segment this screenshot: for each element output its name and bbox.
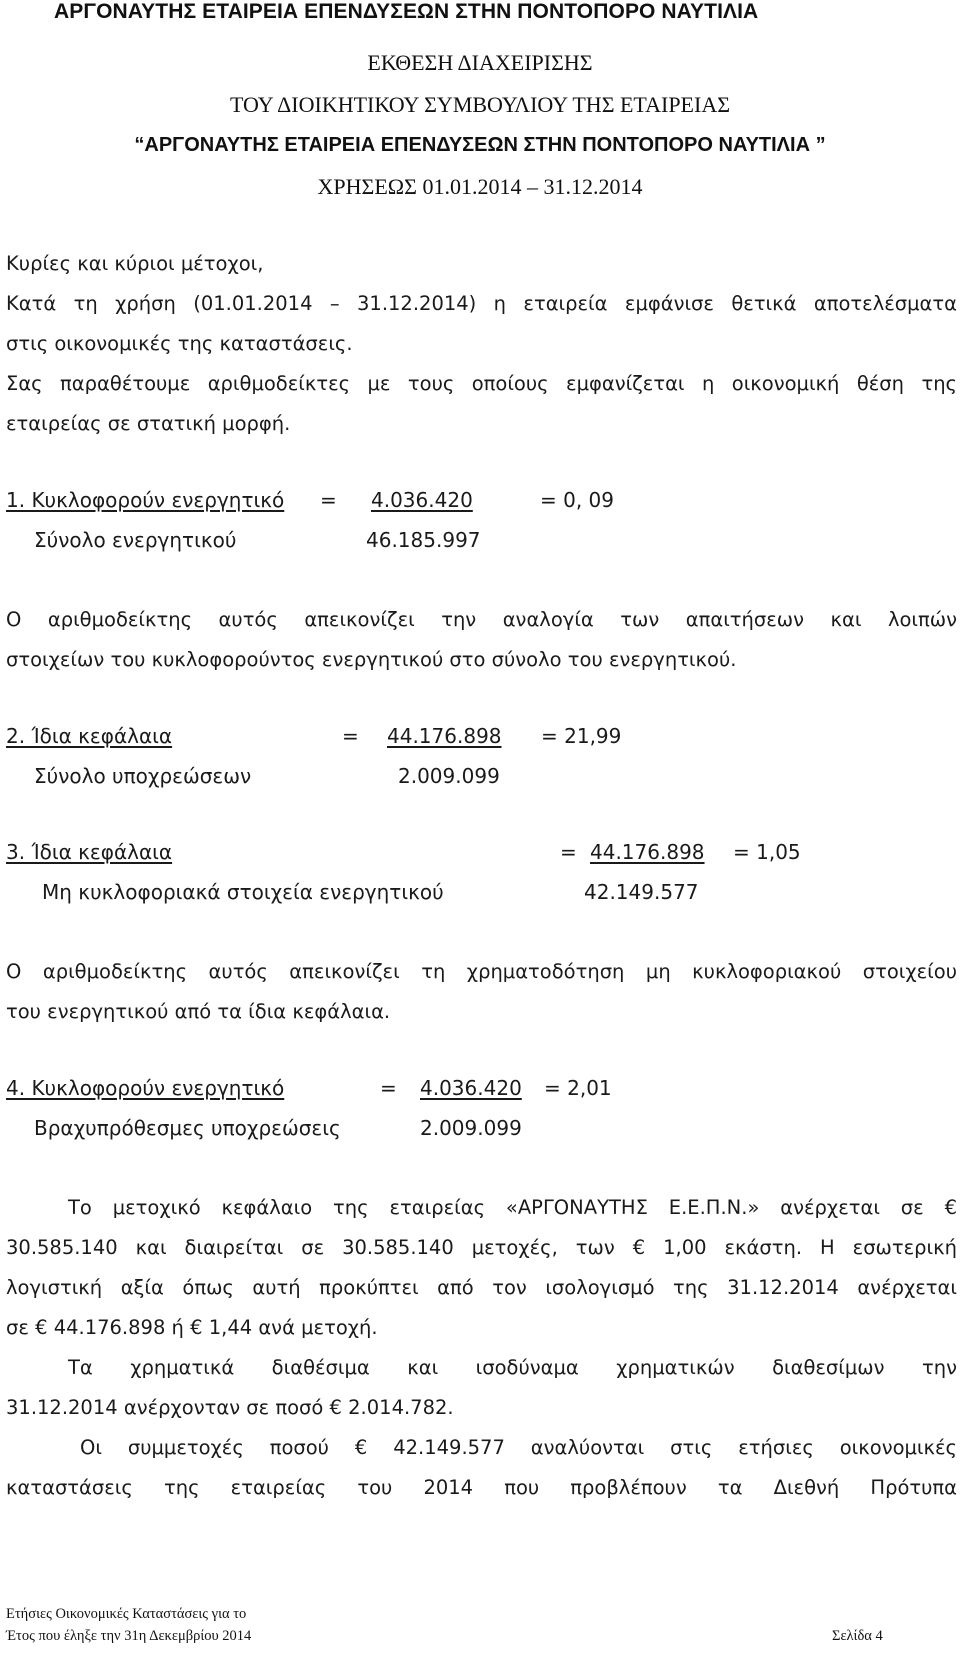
footer-line-1: Ετήσιες Οικονομικές Καταστάσεις για το	[6, 1606, 247, 1622]
ratio-2-denominator-value: 2.009.099	[398, 764, 500, 788]
ratio-2-denominator-label: Σύνολο υποχρεώσεων	[34, 764, 252, 788]
ratio-3-numerator-value: 44.176.898	[590, 840, 705, 864]
capital-p1-line-1: Το μετοχικό κεφάλαιο της εταιρείας «ΑΡΓΟΝΑΥΤΗΣ Ε.Ε.Π.Ν.» ανέρχεται σε €	[68, 1196, 957, 1219]
intro-line-3: Σας παραθέτουμε αριθμοδείκτες με τους οποίους εμφανίζεται η οικονομική θέση της	[6, 372, 957, 395]
capital-p1-line-3: λογιστική αξία όπως αυτή προκύπτει από τον ισολογισμό της 31.12.2014 ανέρχεται	[6, 1276, 957, 1299]
capital-p1-line-2: 30.585.140 και διαιρείται σε 30.585.140 μετοχές, των € 1,00 εκάστη. Η εσωτερική	[6, 1236, 957, 1259]
ratio-2-numerator-value: 44.176.898	[387, 724, 502, 748]
ratio-1-denominator-value: 46.185.997	[366, 528, 481, 552]
ratio-2-numerator-label: 2. Ίδια κεφάλαια	[6, 724, 173, 748]
ratio-3-denominator-value: 42.149.577	[584, 880, 699, 904]
page-number: Σελίδα 4	[832, 1628, 883, 1644]
ratio-1-result: = 0, 09	[540, 488, 615, 512]
participations-p3-line-2: καταστάσεις της εταιρείας του 2014 που προβλέπουν τα Διεθνή Πρότυπα	[6, 1476, 957, 1499]
ratio-3-numerator-label: 3. Ίδια κεφάλαια	[6, 840, 173, 864]
footer-line-2: Έτος που έληξε την 31η Δεκεμβρίου 2014	[6, 1628, 252, 1644]
ratio-1-numerator-label: 1. Κυκλοφορούν ενεργητικό	[6, 488, 285, 512]
company-title: ΑΡΓΟΝΑΥΤΗΣ ΕΤΑΙΡΕΙΑ ΕΠΕΝΔΥΣΕΩΝ ΣΤΗΝ ΠΟΝΤΟΠΟΡΟ ΝΑΥΤΙΛΙΑ	[54, 0, 759, 23]
ratio-4-numerator-value: 4.036.420	[420, 1076, 522, 1100]
intro-line-4: εταιρείας σε στατική μορφή.	[6, 412, 291, 435]
ratio-1-explanation-line-1: Ο αριθμοδείκτης αυτός απεικονίζει την αναλογία των απαιτήσεων και λοιπών	[6, 608, 957, 631]
ratio-4-denominator-label: Βραχυπρόθεσμες υποχρεώσεις	[34, 1116, 341, 1140]
ratio-1-equals: =	[320, 488, 337, 512]
cash-p2-line-1: Τα χρηματικά διαθέσιμα και ισοδύναμα χρηματικών διαθεσίμων την	[68, 1356, 957, 1379]
ratio-1-denominator-label: Σύνολο ενεργητικού	[34, 528, 237, 552]
report-title-line3: “ΑΡΓΟΝΑΥΤΗΣ ΕΤΑΙΡΕΙΑ ΕΠΕΝΔΥΣΕΩΝ ΣΤΗΝ ΠΟΝΤΟΠΟΡΟ ΝΑΥΤΙΛΙΑ ”	[134, 134, 826, 156]
ratio-3-explanation-line-2: του ενεργητικού από τα ίδια κεφάλαια.	[6, 1000, 391, 1023]
report-period: ΧΡΗΣΕΩΣ 01.01.2014 – 31.12.2014	[317, 174, 643, 199]
ratio-4-denominator-value: 2.009.099	[420, 1116, 522, 1140]
ratio-3-explanation-line-1: Ο αριθμοδείκτης αυτός απεικονίζει τη χρηματοδότηση μη κυκλοφοριακού στοιχείου	[6, 960, 957, 983]
capital-p1-line-4: σε € 44.176.898 ή € 1,44 ανά μετοχή.	[6, 1316, 378, 1339]
ratio-2-equals: =	[342, 724, 359, 748]
intro-line-1: Κατά τη χρήση (01.01.2014 – 31.12.2014) η εταιρεία εμφάνισε θετικά αποτελέσματα	[6, 292, 957, 315]
ratio-3-equals: =	[560, 840, 577, 864]
ratio-4-result: = 2,01	[544, 1076, 612, 1100]
intro-line-2: στις οικονομικές της καταστάσεις.	[6, 332, 353, 355]
report-title-line1: ΕΚΘΕΣΗ ΔΙΑΧΕΙΡΙΣΗΣ	[367, 50, 593, 75]
greeting: Κυρίες και κύριοι μέτοχοι,	[6, 252, 264, 275]
cash-p2-line-2: 31.12.2014 ανέρχονταν σε ποσό € 2.014.782.	[6, 1396, 454, 1419]
ratio-3-result: = 1,05	[733, 840, 801, 864]
ratio-4-equals: =	[380, 1076, 397, 1100]
ratio-2-result: = 21,99	[541, 724, 622, 748]
report-title-line2: ΤΟΥ ΔΙΟΙΚΗΤΙΚΟΥ ΣΥΜΒΟΥΛΙΟΥ ΤΗΣ ΕΤΑΙΡΕΙΑΣ	[229, 92, 731, 117]
ratio-4-numerator-label: 4. Κυκλοφορούν ενεργητικό	[6, 1076, 285, 1100]
participations-p3-line-1: Οι συμμετοχές ποσού € 42.149.577 αναλύονται στις ετήσιες οικονομικές	[80, 1436, 957, 1459]
ratio-1-explanation-line-2: στοιχείων του κυκλοφορούντος ενεργητικού στο σύνολο του ενεργητικού.	[6, 648, 737, 671]
ratio-1-numerator-value: 4.036.420	[371, 488, 473, 512]
ratio-3-denominator-label: Μη κυκλοφοριακά στοιχεία ενεργητικού	[42, 880, 444, 904]
